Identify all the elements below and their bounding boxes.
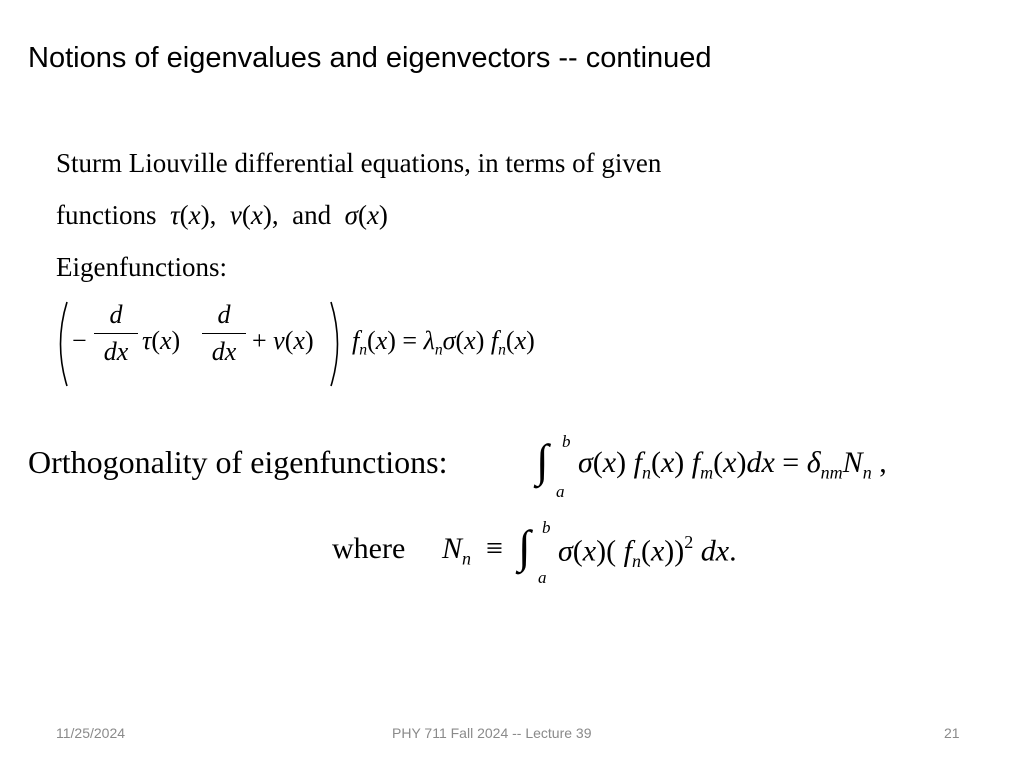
where-label: where [332,532,406,565]
and-word: and [292,200,332,230]
upper-limit-b: b [542,518,551,537]
functions-word: functions [56,200,157,230]
fraction-d-dx-2: d dx [202,300,246,367]
function-sigma: σ(x) [344,200,388,230]
norm-integrand: σ(x)( $f_n(x))^2$ dx. [558,532,737,571]
upper-limit-b: b [562,432,571,451]
tau-term: τ(x) [142,326,181,355]
function-tau: τ(x), v(x), [170,200,286,230]
orthogonality-integrand: σ(x) $f_n(x) f_m(x)dx = \delta_{nm}N_n$ , [578,446,887,483]
fraction-d-dx-1: d dx [94,300,138,367]
integral-sign-icon: ∫ [518,521,531,572]
eigenfunctions-heading: Eigenfunctions: [56,252,227,282]
footer-date: 11/25/2024 [56,725,126,741]
intro-text-line-2 [56,200,388,231]
footer-course-title: PHY 711 Fall 2024 -- Lecture 39 [392,725,592,741]
intro-text-line-1: Sturm Liouville differential equations, in terms of given [56,148,662,178]
v-term: + v(x) [252,326,314,355]
minus-sign: − [72,326,87,355]
orthogonality-label: Orthogonality of eigenfunctions: [28,444,448,480]
lower-limit-a: a [538,568,547,587]
slide-title: Notions of eigenvalues and eigenvectors -- continued [28,42,712,74]
norm-lhs: $N_n$ ≡ [442,532,503,569]
integral-sign-icon: ∫ [536,435,549,486]
left-paren-icon [52,300,70,388]
footer-page-number: 21 [944,725,960,741]
right-paren-icon [328,300,346,388]
eigen-rhs: $f_n(x) = \lambda_n\sigma(x)$ $f_n(x)$ [352,326,535,359]
lower-limit-a: a [556,482,565,501]
